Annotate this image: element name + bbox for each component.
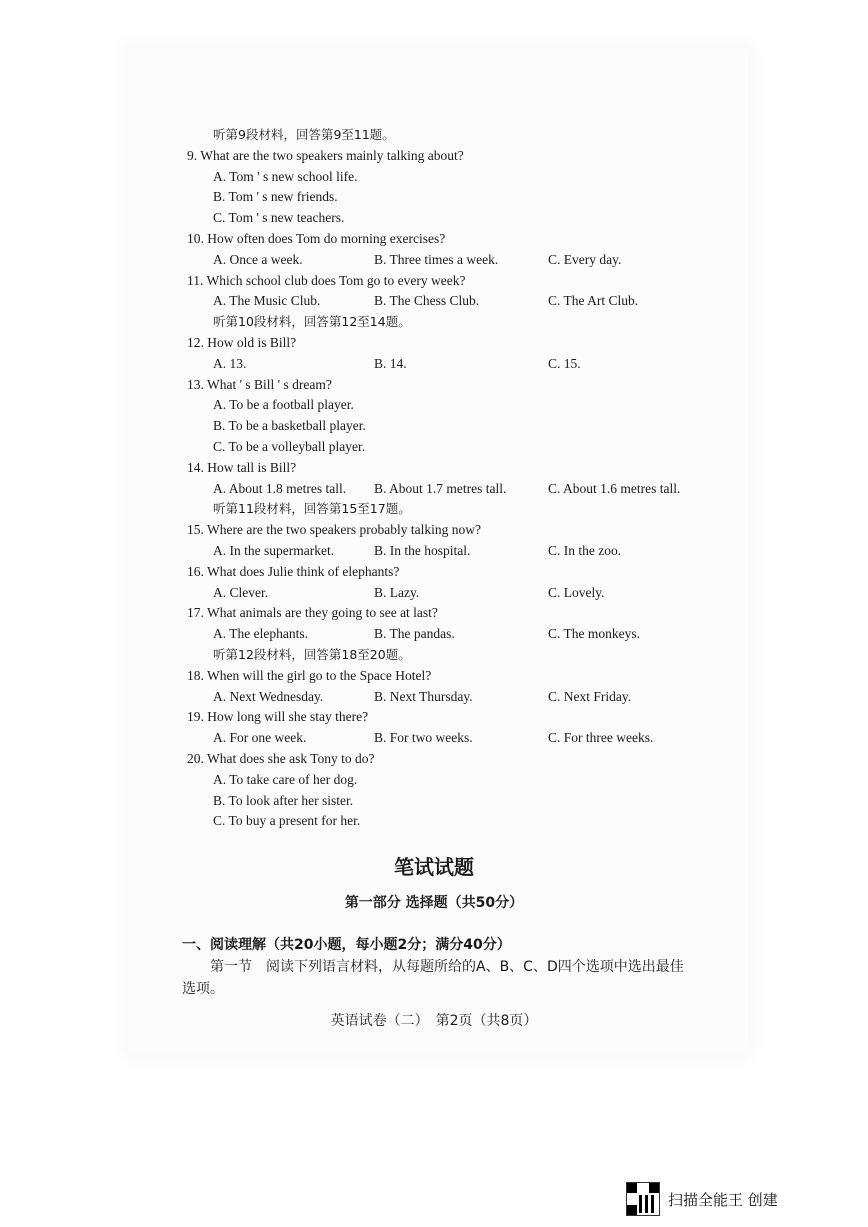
answer-option-a: A. Clever.	[213, 584, 269, 600]
question-stem: 17. What animals are they going to see at last?	[187, 605, 438, 621]
answer-option-b: B. About 1.7 metres tall.	[374, 480, 507, 496]
question-stem: 10. How often does Tom do morning exercises?	[187, 231, 446, 246]
answer-option-a: A. 13.	[213, 355, 247, 371]
answer-option-c: C. 15.	[548, 355, 581, 371]
question-stem: 19. How long will she stay there?	[187, 709, 369, 725]
page-footer: 英语试卷（二） 第2页（共8页）	[330, 1013, 538, 1029]
answer-option: C. To buy a present for her.	[213, 813, 361, 829]
answer-option-c: C. Every day.	[548, 251, 622, 267]
answer-option-a: A. In the supermarket.	[213, 543, 335, 558]
question-stem: 16. What does Julie think of elephants?	[187, 563, 400, 579]
answer-option-c: C. For three weeks.	[548, 730, 654, 746]
answer-option-b: B. The pandas.	[374, 626, 455, 642]
answer-option: B. To be a basketball player.	[213, 418, 366, 434]
answer-option-a: A. The elephants.	[213, 626, 308, 642]
answer-option: A. To take care of her dog.	[213, 771, 358, 787]
instruction-line-1: 第一节 阅读下列语言材料，从每题所给的A、B、C、D四个选项中选出最佳	[210, 959, 684, 975]
answer-option-b: B. Lazy.	[374, 584, 420, 600]
answer-option: A. Tom ' s new school life.	[213, 168, 358, 184]
answer-option-b: B. For two weeks.	[374, 730, 473, 746]
answer-option-b: B. Three times a week.	[374, 251, 499, 267]
answer-option-b: B. The Chess Club.	[374, 293, 480, 309]
question-stem: 20. What does she ask Tony to do?	[187, 751, 375, 766]
watermark-text: 扫描全能王 创建	[668, 1190, 778, 1209]
written-test-title: 笔试试题	[394, 855, 474, 879]
answer-option-a: A. Once a week.	[213, 251, 303, 267]
question-stem: 18. When will the girl go to the Space Hotel?	[187, 667, 432, 683]
question-stem: 11. Which school club does Tom go to every week?	[187, 272, 466, 288]
listening-section-intro: 听第12段材料，回答第18至20题。	[213, 647, 411, 662]
listening-section-intro: 听第11段材料，回答第15至17题。	[213, 501, 411, 517]
answer-option-a: A. Next Wednesday.	[213, 688, 324, 704]
question-stem: 13. What ' s Bill ' s dream?	[187, 376, 332, 392]
question-stem: 9. What are the two speakers mainly talking about?	[187, 147, 464, 163]
answer-option-b: B. Next Thursday.	[374, 688, 473, 704]
question-stem: 14. How tall is Bill?	[187, 459, 297, 475]
answer-option-c: C. In the zoo.	[548, 543, 622, 558]
answer-option: B. To look after her sister.	[213, 792, 354, 808]
instruction-line-2: 选项。	[182, 981, 224, 997]
listening-section-intro: 听第9段材料，回答第9至11题。	[213, 127, 395, 142]
answer-option-c: C. About 1.6 metres tall.	[548, 480, 681, 496]
question-stem: 15. Where are the two speakers probably talking now?	[187, 522, 482, 538]
answer-option: C. To be a volleyball player.	[213, 439, 366, 454]
answer-option-c: C. The monkeys.	[548, 626, 640, 642]
answer-option-c: C. Lovely.	[548, 584, 605, 600]
answer-option-c: C. Next Friday.	[548, 688, 632, 704]
answer-option-a: A. About 1.8 metres tall.	[213, 480, 347, 496]
part-one-heading: 第一部分 选择题（共50分）	[344, 895, 524, 911]
question-stem: 12. How old is Bill?	[187, 335, 297, 350]
answer-option-a: A. For one week.	[213, 730, 307, 746]
answer-option-b: B. In the hospital.	[374, 543, 471, 558]
answer-option: C. Tom ' s new teachers.	[213, 210, 345, 226]
listening-section-intro: 听第10段材料，回答第12至14题。	[213, 314, 411, 330]
answer-option: B. Tom ' s new friends.	[213, 189, 338, 205]
answer-option-a: A. The Music Club.	[213, 293, 321, 309]
reading-section-heading: 一、阅读理解（共20小题，每小题2分；满分40分）	[182, 937, 511, 953]
answer-option: A. To be a football player.	[213, 397, 354, 413]
qr-code-icon	[626, 1182, 660, 1216]
scanner-watermark	[626, 1182, 778, 1216]
answer-option-b: B. 14.	[374, 355, 407, 371]
answer-option-c: C. The Art Club.	[548, 293, 639, 309]
